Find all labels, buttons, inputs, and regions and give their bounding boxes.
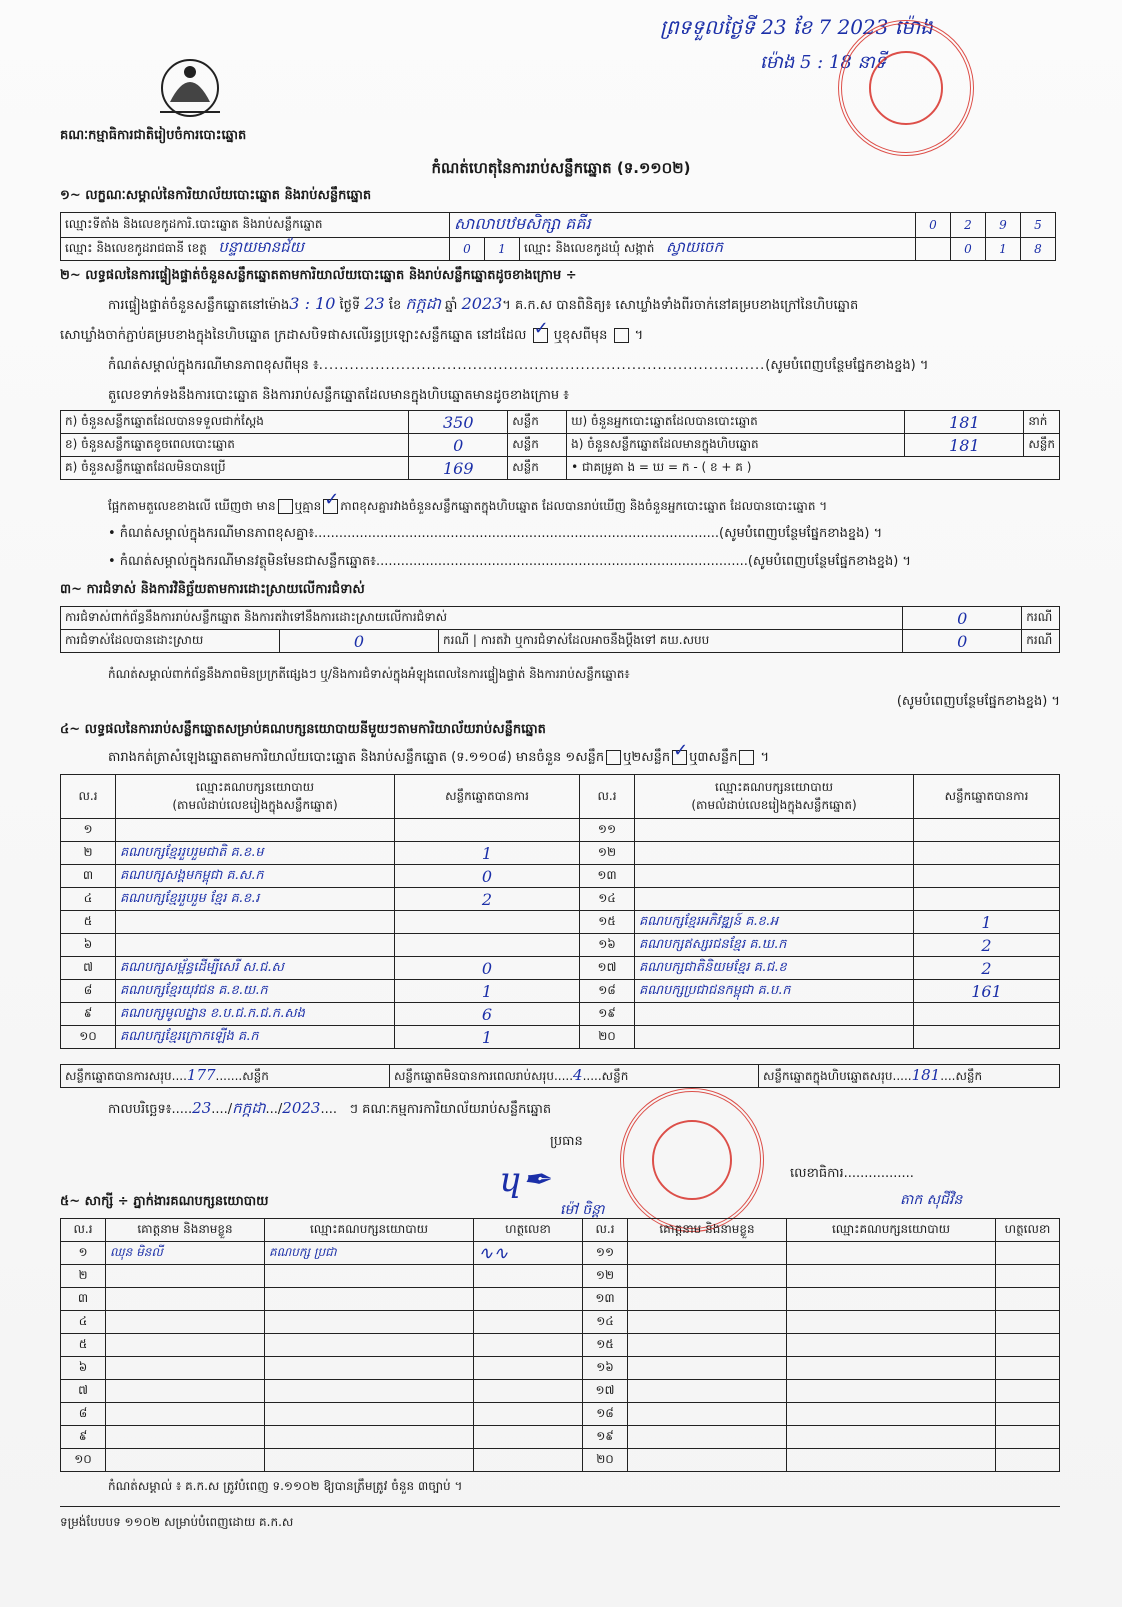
witness-signature (474, 1334, 583, 1357)
result-votes: 2 (914, 957, 1060, 980)
col-votes-header: សន្លឹកឆ្នោតបានការ (914, 775, 1060, 819)
result-party (116, 819, 395, 842)
witness-name (106, 1288, 265, 1311)
witness-no: ៤ (61, 1311, 106, 1334)
table-row (61, 1242, 1060, 1265)
witness-party (787, 1265, 996, 1288)
secretary-label: លេខាធិការ................. (790, 1166, 914, 1181)
witness-no: ១០ (61, 1449, 106, 1472)
witness-party: គណបក្ស ប្រជា (265, 1242, 474, 1265)
result-party: គណបក្សប្រជាជនកម្ពុជា គ.ប.ក (635, 980, 914, 1003)
witness-no: ៩ (61, 1426, 106, 1449)
w-col-sig: ហត្ថលេខា (474, 1219, 583, 1242)
witness-no: ១៦ (583, 1357, 628, 1380)
witness-party (265, 1426, 474, 1449)
result-votes (914, 1003, 1060, 1026)
objection-unit: ករណី (1022, 607, 1060, 630)
result-no: ១៨ (580, 980, 635, 1003)
received-note: ព្រទទួលថ្ងៃទី 23 ខែ 7 2023 ម៉ោង (660, 15, 933, 39)
figure-label: ឃ) ចំនួនអ្នកបោះឆ្នោតដែលបានបោះឆ្នោត (567, 411, 905, 434)
discrepancy-note: • កំណត់សម្គាល់ក្នុងករណីមានភាពខុសគ្នា៖..................................................................................................(សូមបំពេញបន្ថែមផ្នែកខាងខ្នង) ។ (108, 526, 883, 541)
nec-logo-icon (150, 52, 230, 122)
witness-party (787, 1380, 996, 1403)
witness-name (106, 1449, 265, 1472)
witness-signature (996, 1311, 1060, 1334)
w-col-no: ល.រ (583, 1219, 628, 1242)
results-table (60, 774, 1060, 1049)
witness-no: ១៣ (583, 1288, 628, 1311)
result-party (116, 934, 395, 957)
result-no: ២ (61, 842, 116, 865)
commune-code-digit: 1 (986, 238, 1021, 261)
difference-note-line: កំណត់សម្គាល់ក្នុងករណីមានភាពខុសពីមុន ៖.......................................................................................(សូមបំពេញបន្ថែមផ្នែកខាងខ្នង) ។ (108, 358, 929, 373)
result-no: ៦ (61, 934, 116, 957)
result-votes: 161 (914, 980, 1060, 1003)
w-col-party: ឈ្មោះគណបក្សនយោបាយ (265, 1219, 474, 1242)
footer-note: កំណត់សម្គាល់ ៖ គ.ក.ស ត្រូវបំពេញ ទ.១១០២ ឱ្យបានត្រឹមត្រូវ ចំនួន ៣ច្បាប់ ។ (108, 1479, 463, 1493)
table-row (61, 1403, 1060, 1426)
table-row (61, 1449, 1060, 1472)
witness-party (787, 1242, 996, 1265)
objection-label: ការជំទាស់ពាក់ព័ន្ធនឹងការរាប់សន្លឹកឆ្នោត និងការតវ៉ាទៅនឹងការដោះស្រាយលើការជំទាស់ (61, 607, 903, 630)
witness-no: ១៨ (583, 1403, 628, 1426)
section-1-table (60, 212, 1056, 261)
formula: • ជាគម្រូគា ង = ឃ = ក - ( ខ + គ ) (567, 457, 1060, 480)
form-title: កំណត់ហេតុនៃការរាប់សន្លឹកឆ្នោត (ទ.១១០២) (431, 159, 691, 177)
commune-value: ស្វាយចេក (665, 238, 723, 256)
form-footer: ទម្រង់បែបបទ ១១០២ សម្រាប់បំពេញដោយ គ.ក.ស (60, 1515, 294, 1529)
result-no: ១៥ (580, 911, 635, 934)
result-party: គណបក្សខ្មែរអភិវឌ្ឍន៍ គ.ខ.អ (635, 911, 914, 934)
province-value: បន្ទាយមានជ័យ (218, 238, 304, 256)
table-row (61, 1026, 1060, 1049)
witness-signature (474, 1357, 583, 1380)
objections-table (60, 606, 1060, 653)
secretary-name: តាក សុជីវិន (900, 1192, 963, 1208)
figure-unit: សន្លឹក (1024, 434, 1060, 457)
result-votes (914, 842, 1060, 865)
figure-label: ខ) ចំនួនសន្លឹកឆ្នោតខូចពេលបោះឆ្នោត (61, 434, 409, 457)
figure-label: ង) ចំនួនសន្លឹកឆ្នោតដែលមានក្នុងហិបឆ្នោត (567, 434, 905, 457)
figure-value: 350 (409, 411, 508, 434)
witness-signature (996, 1288, 1060, 1311)
location-code-digit: 5 (1021, 213, 1056, 238)
figures-table (60, 410, 1060, 480)
result-no: ១០ (61, 1026, 116, 1049)
section-4-heading: ៤~ លទ្ធផលនៃការរាប់សន្លឹកឆ្នោតសម្រាប់គណបក្សនយោបាយនីមួយៗតាមការិយាល័យរាប់សន្លឹកឆ្នោត (60, 722, 546, 737)
result-no: ១៩ (580, 1003, 635, 1026)
result-votes: 2 (395, 888, 580, 911)
witness-signature (996, 1265, 1060, 1288)
witness-name (628, 1449, 787, 1472)
tally-sheet-line: តារាងកត់ត្រាសំឡេងឆ្នោតតាមការិយាល័យបោះឆ្នោត និងរាប់សន្លឹកឆ្នោត (ទ.១១០៨) មានចំនួន ១សន្លឹក ឬ២សន្លឹក✓ ឬ៣សន្លឹក ។ (108, 750, 1068, 766)
discrepancy-line: ផ្អែកតាមតួលេខខាងលើ ឃើញថា មាន ឬគ្មាន✓ ភាពខុសគ្នារវាងចំនួនសន្លឹកឆ្នោតក្នុងហិបឆ្នោត ដែលបានរាប់ឃើញ និងចំនួនអ្នកបោះឆ្នោត ដែលបានបោះឆ្នោត ។ (108, 498, 1068, 514)
result-votes: 1 (395, 980, 580, 1003)
count-date: កាលបរិច្ឆេទ៖.....23..../កក្កដា.../2023.... ៗ គណៈកម្មការការិយាល័យរាប់សន្លឹកឆ្នោត (108, 1099, 552, 1117)
result-votes (395, 911, 580, 934)
witness-name (106, 1426, 265, 1449)
figure-label: គ) ចំនួនសន្លឹកឆ្នោតដែលមិនបានប្រើ (61, 457, 409, 480)
witness-no: ៥ (61, 1334, 106, 1357)
non-ballot-note: • កំណត់សម្គាល់ក្នុងករណីមានវត្ថុមិនមែនជាសន្លឹកឆ្នោត៖..........................................................................................(សូមបំពេញបន្ថែមផ្នែកខាងខ្នង) ។ (108, 554, 911, 569)
witness-signature (474, 1449, 583, 1472)
appeal-unit: ករណី (1022, 630, 1060, 653)
witness-party (265, 1380, 474, 1403)
result-no: ៧ (61, 957, 116, 980)
result-no: ៣ (61, 865, 116, 888)
witness-signature (474, 1426, 583, 1449)
one-sheet-checkbox[interactable] (606, 750, 621, 765)
result-party (635, 842, 914, 865)
org-name: គណៈកម្មាធិការជាតិរៀបចំការបោះឆ្នោត (60, 128, 247, 143)
witness-party (265, 1357, 474, 1380)
witness-name (106, 1357, 265, 1380)
witness-signature (474, 1265, 583, 1288)
result-party (635, 1026, 914, 1049)
chair-label: ប្រធាន (550, 1134, 583, 1149)
section-1-heading: ១~ លក្ខណៈសម្គាល់នៃការិយាល័យបោះឆ្នោត និងរាប់សន្លឹកឆ្នោត (60, 188, 372, 203)
witness-no: ១៤ (583, 1311, 628, 1334)
result-party (635, 888, 914, 911)
col-votes-header: សន្លឹកឆ្នោតបានការ (395, 775, 580, 819)
result-no: ១៧ (580, 957, 635, 980)
figure-value: 169 (409, 457, 508, 480)
witness-signature (474, 1403, 583, 1426)
witness-no: ២០ (583, 1449, 628, 1472)
witness-signature (996, 1242, 1060, 1265)
table-row (61, 911, 1060, 934)
result-votes: 6 (395, 1003, 580, 1026)
province-label: ឈ្មោះ និងលេខកូដរាជធានី ខេត្ត បន្ទាយមានជ័យ (61, 238, 450, 261)
location-code-digit: 9 (986, 213, 1021, 238)
result-party (635, 819, 914, 842)
witness-name: ឈុន មិនលី (106, 1242, 265, 1265)
official-stamp-top (838, 20, 974, 156)
figure-value: 181 (905, 434, 1024, 457)
witness-name (106, 1403, 265, 1426)
table-row (61, 1311, 1060, 1334)
location-code-digit: 2 (951, 213, 986, 238)
table-row (61, 1288, 1060, 1311)
commune-label: ឈ្មោះ និងលេខកូដឃុំ សង្កាត់ ស្វាយចេក (520, 238, 916, 261)
witness-no: ១៩ (583, 1426, 628, 1449)
verification-line-2: សោឃ្លាំងចាក់ភ្ជាប់គម្របខាងក្នុងនៃហិបឆ្នោត ក្រដាសបិទផាសលើរន្ធប្រឡោះសន្លឹកឆ្នោត នៅដដែល ✓ ឬខុសពីមុន ។ (60, 328, 1060, 344)
result-votes (395, 819, 580, 842)
result-party: គណបក្សជាតិនិយមខ្មែរ គ.ជ.ខ (635, 957, 914, 980)
w-col-name: គោត្តនាម និងនាមខ្លួន (628, 1219, 787, 1242)
witness-name (628, 1380, 787, 1403)
witness-signature (996, 1449, 1060, 1472)
result-party (116, 911, 395, 934)
witness-party (265, 1265, 474, 1288)
chair-name: ម៉ៅ ចិន្តា (560, 1202, 605, 1218)
figures-intro: តួលេខទាក់ទងនឹងការបោះឆ្នោត និងការរាប់សន្លឹកឆ្នោតដែលមានក្នុងហិបឆ្នោតមានដូចខាងក្រោម ៖ (108, 388, 569, 403)
witness-signature (996, 1403, 1060, 1426)
table-row (61, 1003, 1060, 1026)
table-row (61, 1334, 1060, 1357)
figure-value: 0 (409, 434, 508, 457)
section-2-heading: ២~ លទ្ធផលនៃការផ្ទៀងផ្ទាត់ចំនួនសន្លឹកឆ្នោតតាមការិយាល័យបោះឆ្នោត និងរាប់សន្លឹកឆ្នោតដូចខាងក្រោម ÷ (60, 268, 577, 283)
witness-no: ១៧ (583, 1380, 628, 1403)
figure-unit: នាក់ (1024, 411, 1060, 434)
figure-unit: សន្លឹក (508, 411, 567, 434)
witness-party (265, 1334, 474, 1357)
table-row (61, 865, 1060, 888)
figure-value: 181 (905, 411, 1024, 434)
result-no: ១៦ (580, 934, 635, 957)
result-votes: 1 (395, 842, 580, 865)
table-row (61, 842, 1060, 865)
result-party: គណបក្សខ្មែរយុវជន គ.ខ.យ.ក (116, 980, 395, 1003)
witness-name (106, 1311, 265, 1334)
irregularity-note-tail: (សូមបំពេញបន្ថែមផ្នែកខាងខ្នង) ។ (896, 694, 1060, 709)
witness-signature (474, 1311, 583, 1334)
result-votes (914, 888, 1060, 911)
appeal-label: ករណី | ការតវ៉ា ឬការជំទាស់ដែលអាចនឹងប្តឹងទៅ គឃ.សបប (439, 630, 903, 653)
result-votes: 2 (914, 934, 1060, 957)
result-party: គណបក្សខ្មែរក្រោកឡើង គ.ក (116, 1026, 395, 1049)
witness-no: ២ (61, 1265, 106, 1288)
w-col-no: ល.រ (61, 1219, 106, 1242)
result-party: គណបក្សខ្មែររួបរួម ខ្មែរ គ.ខ.រ (116, 888, 395, 911)
figure-label: ក) ចំនួនសន្លឹកឆ្នោតដែលបានទទួលជាក់ស្តែង (61, 411, 409, 434)
witness-name (628, 1242, 787, 1265)
result-no: ២០ (580, 1026, 635, 1049)
witness-signature (474, 1288, 583, 1311)
result-no: ៩ (61, 1003, 116, 1026)
totals-table (60, 1064, 1060, 1088)
official-stamp-bottom (620, 1088, 764, 1232)
no-discrepancy-checkbox[interactable] (323, 499, 338, 514)
result-no: ៥ (61, 911, 116, 934)
result-party: គណបក្សខ្មែររួបរួមជាតិ គ.ខ.ម (116, 842, 395, 865)
witness-party (787, 1288, 996, 1311)
witness-party (787, 1357, 996, 1380)
witness-no: ៣ (61, 1288, 106, 1311)
location-value: សាលាបឋមសិក្សា គគីរ (450, 213, 916, 238)
witness-table (60, 1218, 1060, 1472)
witness-no: ៧ (61, 1380, 106, 1403)
witness-party (787, 1449, 996, 1472)
result-votes (914, 865, 1060, 888)
w-col-party: ឈ្មោះគណបក្សនយោបាយ (787, 1219, 996, 1242)
same-checkbox[interactable] (533, 328, 548, 343)
appeal-value: 0 (903, 630, 1022, 653)
witness-party (265, 1311, 474, 1334)
table-row (61, 819, 1060, 842)
different-checkbox[interactable] (614, 328, 629, 343)
col-party-header: ឈ្មោះគណបក្សនយោបាយ (តាមលំដាប់លេខរៀងក្នុងសន្លឹកឆ្នោត) (116, 775, 395, 819)
location-label: ឈ្មោះទីតាំង និងលេខកូដការិ.បោះឆ្នោត និងរាប់សន្លឹកឆ្នោត (61, 213, 450, 238)
figure-unit: សន្លឹក (508, 457, 567, 480)
result-party: គណបក្សមូលដ្ឋាន ខ.ប.ជ.ក.ជ.ក.សង (116, 1003, 395, 1026)
total-invalid: សន្លឹកឆ្នោតមិនបានការពេលរាប់សរុប.....4.....សន្លឹក (390, 1065, 759, 1088)
objection-value: 0 (903, 607, 1022, 630)
witness-party (787, 1426, 996, 1449)
result-votes (395, 934, 580, 957)
witness-name (628, 1311, 787, 1334)
result-party: គណបក្សសម្ព័ន្ធដើម្បីសេរី ស.ជ.ស (116, 957, 395, 980)
witness-party (787, 1334, 996, 1357)
result-votes: 0 (395, 957, 580, 980)
witness-signature (996, 1380, 1060, 1403)
result-no: ១៤ (580, 888, 635, 911)
result-no: ៤ (61, 888, 116, 911)
has-discrepancy-checkbox[interactable] (278, 499, 293, 514)
witness-signature: ∿∿ (474, 1242, 583, 1265)
result-party: គណបក្សឥស្សរជនខ្មែរ គ.ឃ.ក (635, 934, 914, 957)
province-code-digit: 1 (485, 238, 520, 261)
blank-cell (916, 238, 951, 261)
witness-name (106, 1334, 265, 1357)
w-col-name: គោត្តនាម និងនាមខ្លួន (106, 1219, 265, 1242)
table-row (61, 957, 1060, 980)
result-party (635, 865, 914, 888)
witness-name (628, 1403, 787, 1426)
result-votes: 1 (395, 1026, 580, 1049)
commune-code-digit: 0 (951, 238, 986, 261)
witness-signature (474, 1380, 583, 1403)
col-party-header: ឈ្មោះគណបក្សនយោបាយ (តាមលំដាប់លេខរៀងក្នុងសន្លឹកឆ្នោត) (635, 775, 914, 819)
result-no: ១៣ (580, 865, 635, 888)
two-sheet-checkbox[interactable] (672, 750, 687, 765)
location-code-digit: 0 (916, 213, 951, 238)
total-valid: សន្លឹកឆ្នោតបានការសរុប....177.......សន្លឹក (61, 1065, 390, 1088)
table-row (61, 1380, 1060, 1403)
result-votes: 1 (914, 911, 1060, 934)
table-row (61, 1265, 1060, 1288)
resolved-value: 0 (280, 630, 439, 653)
verification-day: 23 (364, 294, 385, 313)
table-row (61, 1426, 1060, 1449)
witness-name (628, 1288, 787, 1311)
verification-time: 3 : 10 (289, 294, 336, 313)
commune-code-digit: 8 (1021, 238, 1056, 261)
result-party (635, 1003, 914, 1026)
witness-name (628, 1265, 787, 1288)
witness-no: ១១ (583, 1242, 628, 1265)
resolved-label: ការជំទាស់ដែលបានដោះស្រាយ (61, 630, 280, 653)
witness-party (265, 1449, 474, 1472)
result-no: ១ (61, 819, 116, 842)
result-votes (914, 1026, 1060, 1049)
verification-line-1: ការផ្ទៀងផ្ទាត់ចំនួនសន្លឹកឆ្នោតនៅម៉ោង3 : 10 ថ្ងៃទី 23 ខែ កក្កដា ឆ្នាំ 2023។ គ.ក.ស បានពិនិត្យ៖ សោឃ្លាំងទាំងពីរចាក់នៅគម្របខាងក្រៅនៃហិបឆ្នោត (108, 294, 859, 313)
witness-name (628, 1357, 787, 1380)
chair-signature: ɥ✒ (500, 1160, 551, 1200)
witness-signature (996, 1334, 1060, 1357)
section-3-heading: ៣~ ការជំទាស់ និងការវិនិច្ឆ័យតាមការដោះស្រាយលើការជំទាស់ (60, 582, 365, 597)
result-votes (914, 819, 1060, 842)
witness-no: ១៥ (583, 1334, 628, 1357)
witness-party (787, 1311, 996, 1334)
result-votes: 0 (395, 865, 580, 888)
witness-name (106, 1380, 265, 1403)
witness-name (628, 1334, 787, 1357)
province-code-digit: 0 (450, 238, 485, 261)
witness-signature (996, 1426, 1060, 1449)
result-no: ១២ (580, 842, 635, 865)
witness-no: ៨ (61, 1403, 106, 1426)
figure-unit: សន្លឹក (508, 434, 567, 457)
verification-month: កក្កដា (405, 294, 441, 313)
table-row (61, 888, 1060, 911)
witness-no: ១២ (583, 1265, 628, 1288)
table-row (61, 980, 1060, 1003)
witness-name (106, 1265, 265, 1288)
witness-no: ៦ (61, 1357, 106, 1380)
verification-year: 2023 (461, 294, 503, 313)
result-party: គណបក្សសង្គមកម្ពុជា គ.ស.ក (116, 865, 395, 888)
three-sheet-checkbox[interactable] (739, 750, 754, 765)
table-row (61, 934, 1060, 957)
result-no: ១១ (580, 819, 635, 842)
witness-name (628, 1426, 787, 1449)
section-5-heading: ៥~ សាក្សី ÷ ភ្នាក់ងារគណបក្សនយោបាយ (60, 1194, 269, 1209)
witness-party (265, 1288, 474, 1311)
total-in-box: សន្លឹកឆ្នោតក្នុងហិបឆ្នោតសរុប.....181....សន្លឹក (759, 1065, 1060, 1088)
col-no-header: ល.រ (580, 775, 635, 819)
witness-party (787, 1403, 996, 1426)
col-no-header: ល.រ (61, 775, 116, 819)
witness-no: ១ (61, 1242, 106, 1265)
w-col-sig: ហត្ថលេខា (996, 1219, 1060, 1242)
table-row (61, 1357, 1060, 1380)
witness-signature (996, 1357, 1060, 1380)
result-no: ៨ (61, 980, 116, 1003)
witness-party (265, 1403, 474, 1426)
received-time-note: ម៉ោង 5 : 18 នាទី (760, 52, 887, 73)
irregularity-note: កំណត់សម្គាល់ពាក់ព័ន្ធនឹងភាពមិនប្រក្រតីផ្សេងៗ ឬ/និងការជំទាស់ក្នុងអំឡុងពេលនៃការផ្ទៀងផ្ទាត់ និងការរាប់សន្លឹកឆ្នោត៖ (108, 667, 630, 681)
footer-divider (60, 1506, 1060, 1507)
